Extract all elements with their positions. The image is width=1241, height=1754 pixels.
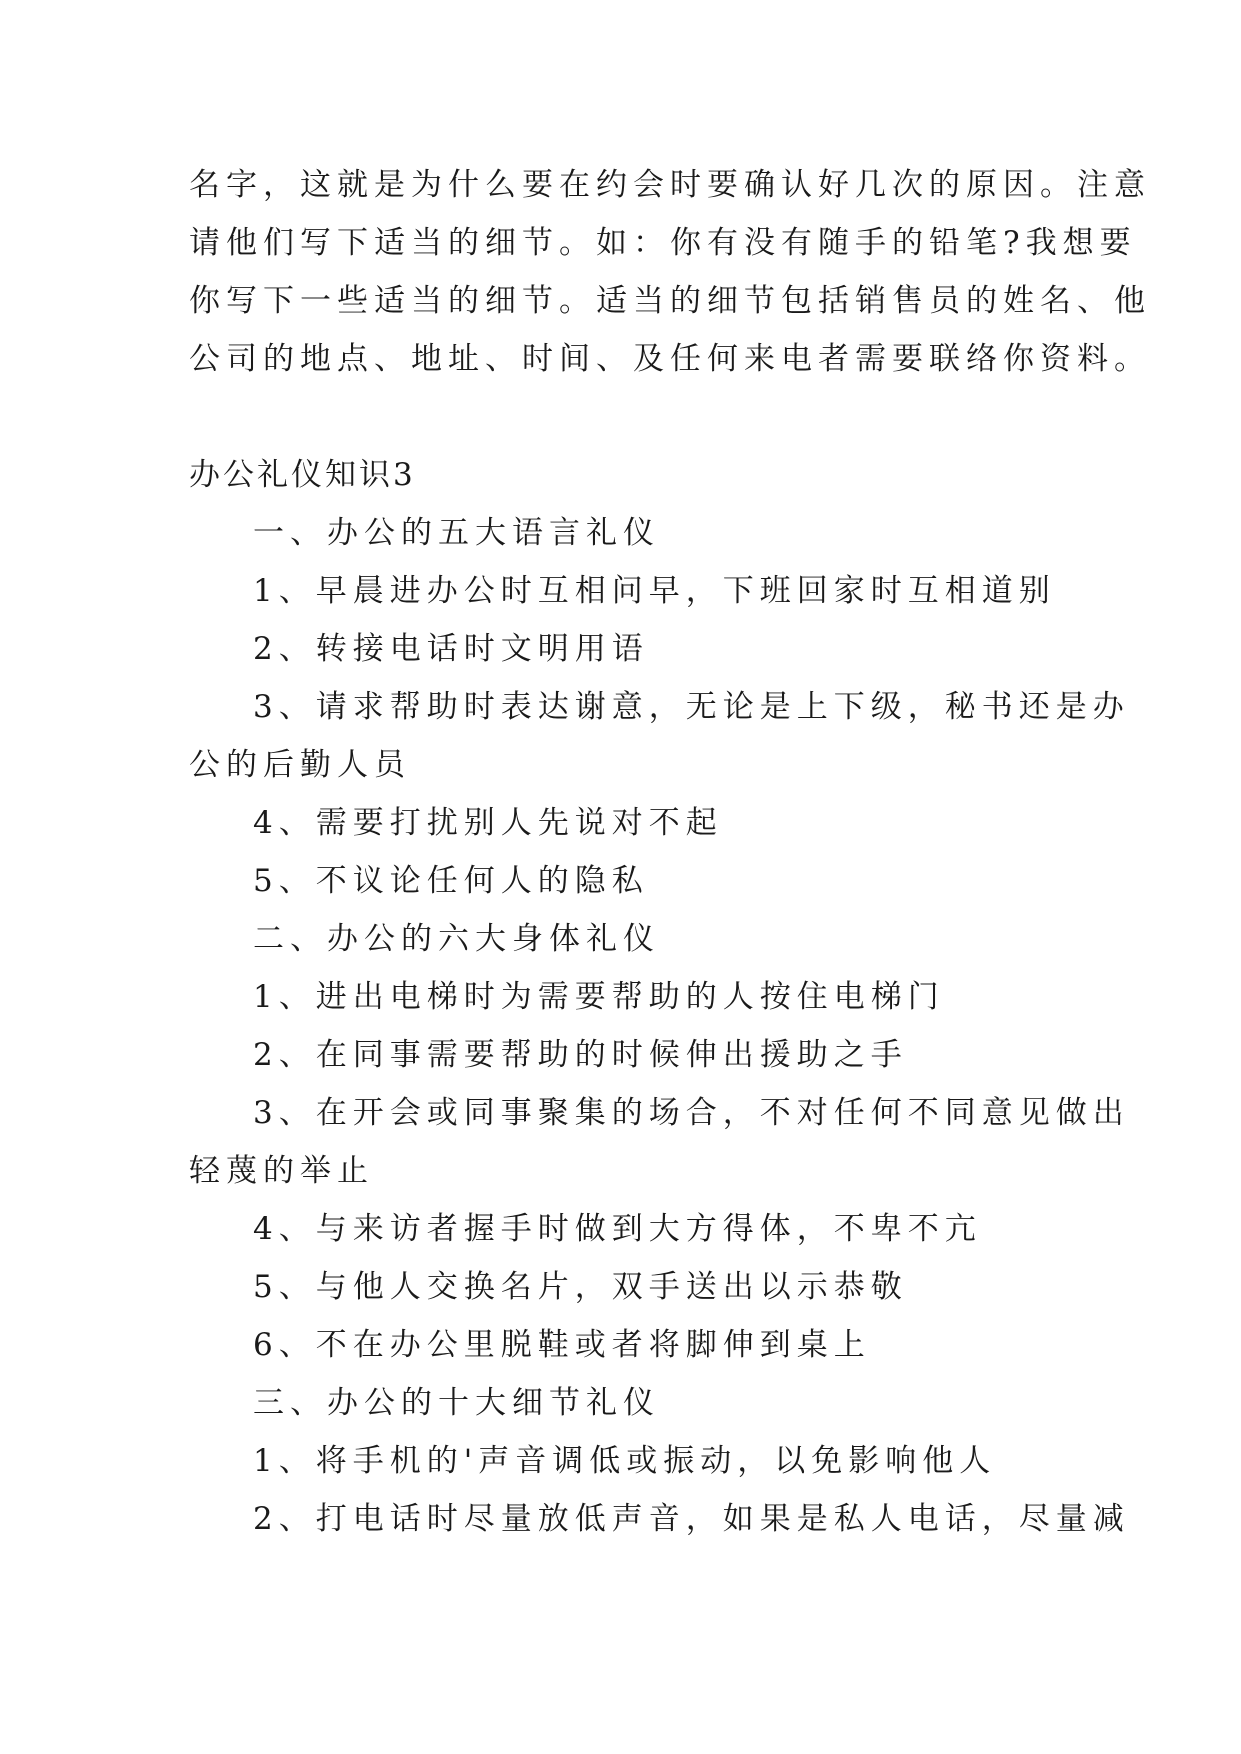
list-item: 1、早晨进办公时互相问早，下班回家时互相道别: [253, 573, 1056, 609]
list-item: 5、与他人交换名片，双手送出以示恭敬: [253, 1269, 908, 1305]
paragraph-line: 名字，这就是为什么要在约会时要确认好几次的原因。注意: [189, 167, 1151, 203]
list-item-continuation: 轻蔑的举止: [189, 1153, 374, 1189]
list-item: 2、在同事需要帮助的时候伸出援助之手: [253, 1037, 908, 1073]
section-heading: 二、办公的六大身体礼仪: [253, 921, 660, 957]
paragraph-line: 你写下一些适当的细节。适当的细节包括销售员的姓名、他: [189, 283, 1151, 319]
section-heading: 三、办公的十大细节礼仪: [253, 1385, 660, 1421]
list-item: 2、转接电话时文明用语: [253, 631, 649, 667]
list-item: 2、打电话时尽量放低声音，如果是私人电话，尽量减: [253, 1501, 1130, 1537]
paragraph-line: 请他们写下适当的细节。如：你有没有随手的铅笔?我想要: [189, 225, 1137, 261]
list-item: 1、进出电梯时为需要帮助的人按住电梯门: [253, 979, 945, 1015]
list-item-continuation: 公的后勤人员: [189, 747, 411, 783]
list-item: 1、将手机的'声音调低或振动，以免影响他人: [253, 1443, 997, 1479]
list-item: 5、不议论任何人的隐私: [253, 863, 649, 899]
section-heading: 一、办公的五大语言礼仪: [253, 515, 660, 551]
list-item: 4、需要打扰别人先说对不起: [253, 805, 723, 841]
list-item: 6、不在办公里脱鞋或者将脚伸到桌上: [253, 1327, 871, 1363]
list-item: 4、与来访者握手时做到大方得体，不卑不亢: [253, 1211, 982, 1247]
list-item: 3、在开会或同事聚集的场合，不对任何不同意见做出: [253, 1095, 1130, 1131]
paragraph-line: 公司的地点、地址、时间、及任何来电者需要联络你资料。: [189, 341, 1151, 377]
section-title: 办公礼仪知识3: [189, 457, 416, 493]
list-item: 3、请求帮助时表达谢意，无论是上下级，秘书还是办: [253, 689, 1130, 725]
